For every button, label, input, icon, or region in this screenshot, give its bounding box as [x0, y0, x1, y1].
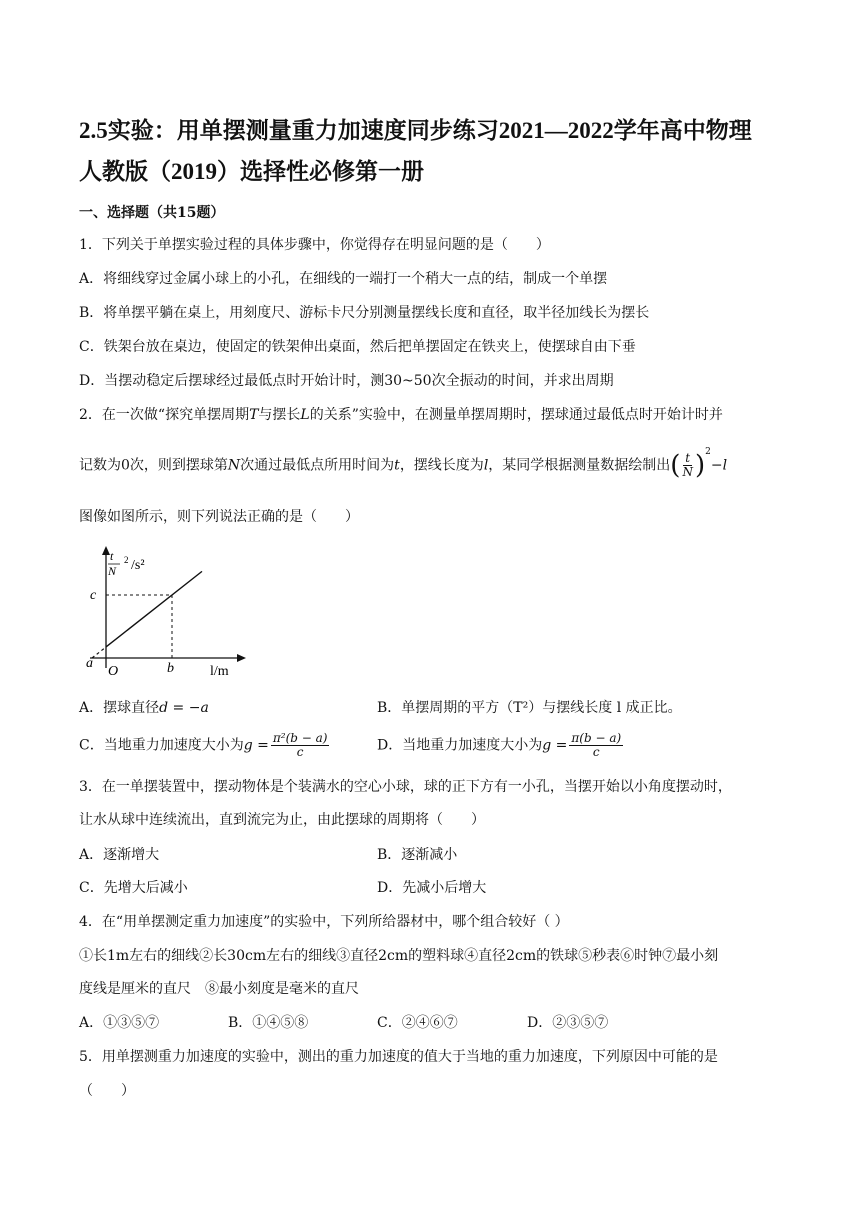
q2-stem-line2: 记数为0次，则到摆球第N次通过最低点所用时间为t，摆线长度为l，某同学根据测量数据绘制出( $\frac{t}{N}$ )$^2$−l	[79, 447, 728, 481]
q3-option-b: B．逐渐减小	[377, 847, 458, 863]
q2-option-c: C．当地重力加速度大小为g = $\frac{\text{π²(b − a)}}{c}$	[79, 731, 328, 759]
c-label: c	[90, 588, 97, 603]
q2-stem-line3: 图像如图所示，则下列说法正确的是（ ）	[79, 509, 359, 525]
extension-dashed-line	[92, 647, 106, 658]
q4-option-a: A．①③⑤⑦	[79, 1015, 160, 1031]
q3-option-c: C．先增大后减小	[79, 880, 188, 896]
q2-option-a: A．摆球直径d = −a	[79, 700, 209, 716]
q3-stem-line1: 3．在一单摆装置中，摆动物体是个装满水的空心小球，球的正下方有一小孔，当摆开始以小角度摆动时，	[79, 779, 732, 795]
x-axis-arrow	[237, 654, 246, 662]
q3-option-d: D．先减小后增大	[377, 880, 487, 896]
section-heading: 一、选择题（共15题）	[79, 205, 225, 221]
q1-option-b: B．将单摆平躺在桌上，用刻度尺、游标卡尺分别测量摆线长度和直径，取半径加线长为摆长	[79, 305, 650, 321]
a-label: a	[86, 656, 93, 671]
q2-option-b: B．单摆周期的平方（T²）与摆线长度 l 成正比。	[377, 700, 682, 716]
q3-stem-line2: 让水从球中连续流出，直到流完为止，由此摆球的周期将（ ）	[79, 812, 485, 828]
fit-line	[106, 571, 202, 647]
y-label-frac-num: t	[110, 549, 114, 563]
q5-stem-line2: （ ）	[79, 1083, 135, 1099]
q4-stem: 4．在“用单摆测定重力加速度”的实验中，下列所给器材中，哪个组合较好（ ）	[79, 914, 569, 930]
q4-option-b: B．①④⑤⑧	[228, 1015, 309, 1031]
q1-option-d: D．当摆动稳定后摆球经过最低点时开始计时，测30~50次全振动的时间，并求出周期	[79, 373, 614, 389]
q4-option-d: D．②③⑤⑦	[527, 1015, 609, 1031]
q2-option-d: D．当地重力加速度大小为g = $\frac{\pi(b - a)}{c}$	[377, 731, 622, 759]
b-label: b	[167, 661, 174, 676]
x-axis-label: l/m	[210, 664, 229, 679]
q1-stem: 1．下列关于单摆实验过程的具体步骤中，你觉得存在明显问题的是（ ）	[79, 237, 550, 253]
q4-option-c: C．②④⑥⑦	[377, 1015, 458, 1031]
y-label-frac-den: N	[108, 564, 117, 578]
y-label-exp: 2	[124, 555, 129, 565]
q4-items-line1: ①长1m左右的细线②长30cm左右的细线③直径2cm的塑料球④直径2cm的铁球⑤秒表⑥时钟⑦最小刻	[79, 948, 719, 964]
q2-stem-line1: 2．在一次做“探究单摆周期T与摆长L的关系”实验中，在测量单摆周期时，摆球通过最低点时开始计时并	[79, 407, 723, 423]
q5-stem-line1: 5．用单摆测重力加速度的实验中，测出的重力加速度的值大于当地的重力加速度，下列原因中可能的是	[79, 1049, 718, 1065]
q4-items-line2: 度线是厘米的直尺 ⑧最小刻度是毫米的直尺	[79, 981, 359, 997]
q1-option-c: C．铁架台放在桌边，使固定的铁架伸出桌面，然后把单摆固定在铁夹上，使摆球自由下垂	[79, 339, 636, 355]
q3-option-a: A．逐渐增大	[79, 847, 160, 863]
q1-option-a: A．将细线穿过金属小球上的小孔，在细线的一端打一个稍大一点的结，制成一个单摆	[79, 271, 608, 287]
q2-graph	[80, 540, 270, 680]
y-axis-arrow	[102, 546, 110, 555]
origin-label: O	[108, 664, 119, 679]
y-axis-label: /s²	[131, 558, 145, 573]
q2-fraction: $\frac{t}{N}$	[682, 451, 693, 480]
doc-title-line2: 人教版（2019）选择性必修第一册	[79, 159, 424, 184]
doc-title-line1: 2.5实验：用单摆测量重力加速度同步练习2021—2022学年高中物理	[79, 118, 752, 143]
